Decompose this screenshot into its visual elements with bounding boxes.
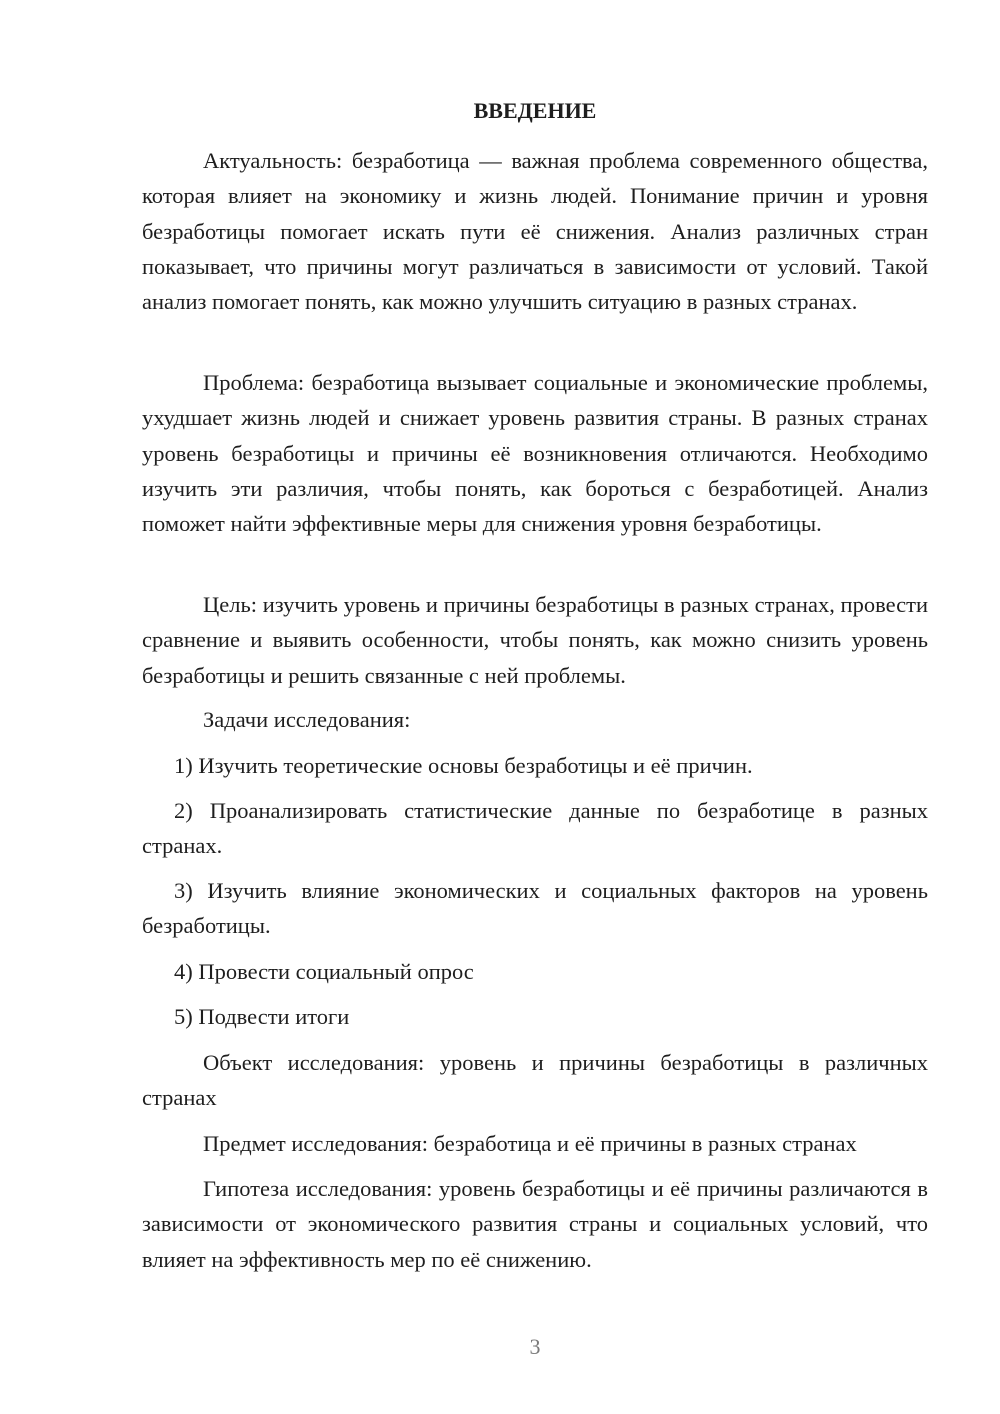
task-item-3: 3) Изучить влияние экономических и социальных факторов на уровень безработицы. <box>142 878 928 939</box>
relevance-paragraph: Актуальность: безработица — важная проблема современного общества, которая влияет на экономику и жизнь людей. Понимание причин и уровня безработицы помогает искать пути её снижения. Анализ различных стран показывает, что причины могут различаться в зависимости от условий. Такой анализ помогает понять, как можно улучшить ситуацию в разных странах. <box>142 148 928 315</box>
subject-paragraph: Предмет исследования: безработица и её причины в разных странах <box>203 1131 857 1156</box>
problem-paragraph: Проблема: безработица вызывает социальные и экономические проблемы, ухудшает жизнь людей и снижает уровень развития страны. В разных странах уровень безработицы и причины её возникновения отличаются. Необходимо изучить эти различия, чтобы понять, как бороться с безработицей. Анализ поможет найти эффективные меры для снижения уровня безработицы. <box>142 370 928 537</box>
task-item-5: 5) Подвести итоги <box>174 1004 350 1029</box>
page-number: 3 <box>529 1334 541 1359</box>
page-title: ВВЕДЕНИЕ <box>473 98 597 123</box>
task-item-1: 1) Изучить теоретические основы безработицы и её причин. <box>174 753 753 778</box>
tasks-heading: Задачи исследования: <box>203 707 411 732</box>
task-item-4: 4) Провести социальный опрос <box>174 959 474 984</box>
object-paragraph: Объект исследования: уровень и причины безработицы в различных странах <box>142 1050 928 1111</box>
goal-paragraph: Цель: изучить уровень и причины безработицы в разных странах, провести сравнение и выявить особенности, чтобы понять, как можно снизить уровень безработицы и решить связанные с ней проблемы. <box>142 592 928 688</box>
task-item-2: 2) Проанализировать статистические данные по безработице в разных странах. <box>142 798 928 859</box>
hypothesis-paragraph: Гипотеза исследования: уровень безработицы и её причины различаются в зависимости от экономического развития страны и социальных условий, что влияет на эффективность мер по её снижению. <box>142 1176 928 1272</box>
